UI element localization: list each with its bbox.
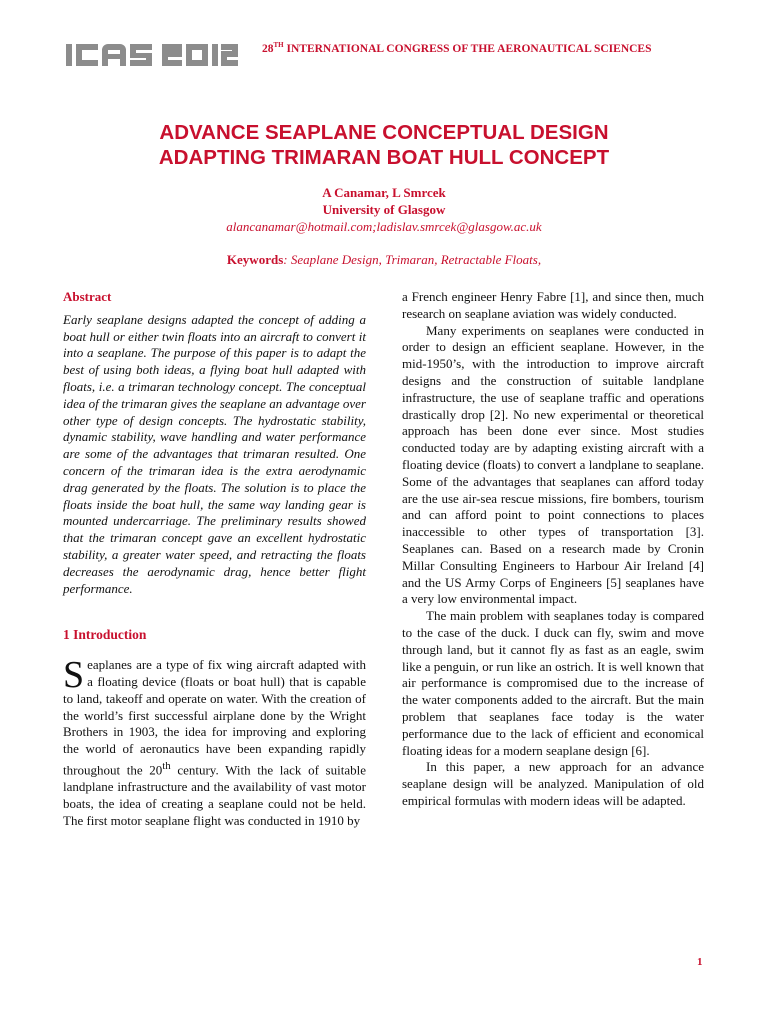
keywords-label: Keywords [226, 252, 284, 267]
paragraph: Many experiments on seaplanes were conducted in order to design an efficient seaplane. However, in the mid-1950’s, with the introduction to improve aircraft designs and the construction of suitable landplane infrastructure, the use of seaplane traffic and operations drastically drop [2]. No new experimental or theoretical approach has been done ever since. Most studies conducted today are by adapting existing aircraft with a floating device (floats) to convert a landplane to seaplane. Some of the advantages that seaplanes can afford today are the use air-sea rescue missions, fire bombers, tourism and can afford point to point connections to places inaccessible to other types of transportation [3]. Seaplanes can. Based on a research made by Cronin Millar Consulting Engineers to Harbour Air Ireland [4] and the US Army Corps of Engineers [5] seaplanes have a very low environmental impact. [402, 322, 704, 607]
introduction-heading: 1 Introduction [63, 627, 147, 643]
author-emails: alancanamar@hotmail.com;ladislav.smrcek@glasgow.ac.uk [226, 219, 542, 234]
paragraph: The main problem with seaplanes today is compared to the case of the duck. I duck can fly, swim and move through land, but it cannot fly as fast as an eagle, swim like a penguin, or run like an ostrich. It is well known that air performance is compromised due to the increase of the water components added to the aircraft. But the main problem that seaplanes face today is the water performance due to the lack of efficient and economical floating ideas for a modern seaplane design [6]. [402, 608, 704, 758]
paragraph: a French engineer Henry Fabre [1], and since then, much research on seaplane aviation was widely conducted. [402, 289, 704, 321]
introduction-body: Seaplanes are a type of fix wing aircraft adapted with a floating device (floats or boat hull) that is capable to land, takeoff and operate on water. With the creation of the world’s first successful airplane done by the Wright Brothers in 1903, the idea for improving and exploring the world of aeronautics have been expanding rapidly throughout the 20th century. With the lack of suitable landplane infrastructure and the availability of vast motor boats, the idea of creating a seaplane could not be held. The first motor seaplane flight was conducted in 1910 by [63, 654, 366, 828]
abstract-heading: Abstract [63, 289, 112, 304]
paper-title-line-2: ADAPTING TRIMARAN BOAT HULL CONCEPT [158, 146, 610, 169]
paragraph: In this paper, a new approach for an advance seaplane design will be analyzed. Manipulation of old empirical formulas with modern ideas will be adapted. [402, 759, 704, 808]
drop-cap: S [63, 654, 85, 697]
authors: A Canamar, L Smrcek [322, 185, 446, 200]
keywords [0, 252, 768, 268]
paper-title-line-1: ADVANCE SEAPLANE CONCEPTUAL DESIGN [159, 121, 609, 144]
page-number: 1 [697, 956, 703, 968]
left-column [63, 289, 366, 829]
keywords-text: : Seaplane Design, Trimaran, Retractable Floats, [283, 252, 542, 267]
abstract-body: Early seaplane designs adapted the concept of adding a boat hull or either twin floats into an aircraft to convert it into a seaplane. The purpose of this paper is to adapt the best of using both ideas, a flying boat hull adapted with floats, i.e. a trimaran technology concept. The conceptual idea of the trimaran gives the seaplane an advantage over other type of design concepts. The hydrostatic stability, dynamic stability, wave handling and water performance are some of the advantages that trimaran resulted. One concern of the trimaran idea is the extra aerodynamic drag generated by the floats. The solution is to place the floats inside the boat hull, the same way landing gear is mounted undercarriage. The preliminary results showed that the trimaran concept gave an excellent hydrostatic stability, a greater water speed, and retracting the floats decreases the aerodynamic drag, hence better flight performance. [63, 311, 366, 596]
affiliation: University of Glasgow [322, 202, 446, 217]
icas-2012-logo [66, 40, 238, 70]
congress-title: 28TH INTERNATIONAL CONGRESS OF THE AERONAUTICAL SCIENCES [262, 41, 652, 55]
right-column [402, 289, 704, 810]
